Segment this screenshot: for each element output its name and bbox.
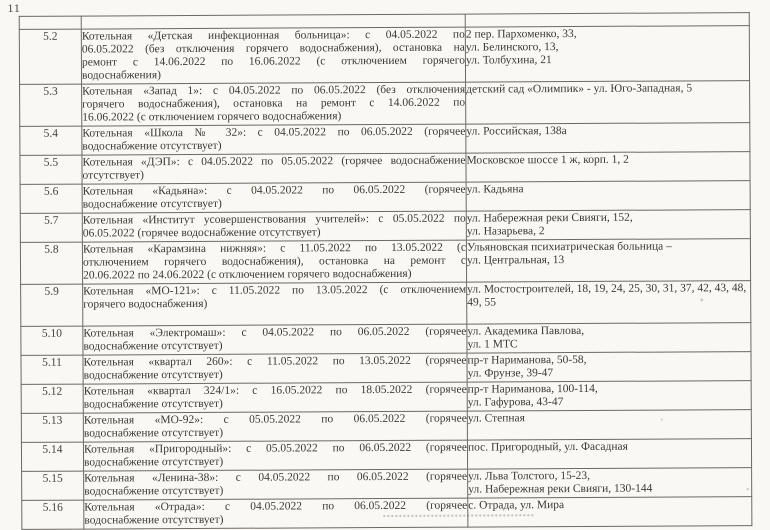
description-line: Котельная «Запад 1»: с 04.05.2022 по 06.05.2022 (без отключения (82, 83, 466, 98)
boiler-description-cell (83, 440, 467, 471)
boiler-description-cell (83, 282, 467, 326)
boiler-description-cell (81, 27, 465, 84)
table-row (20, 239, 750, 285)
row-number: 5.7 (20, 213, 82, 242)
row-number: 5.14 (21, 442, 83, 471)
address-line: ул. Набережная реки Свияги, 130-144 (468, 482, 653, 496)
description-line: Котельная «Институт усовершенствования учителей»: с 05.05.2022 по (82, 212, 466, 227)
description-line: водоснабжение отсутствует) (83, 426, 224, 440)
address-line: ул. 1 МТС (467, 338, 518, 351)
address-line: ул. Академика Павлова, (467, 324, 585, 338)
description-line: Котельная «МО-121»: с 11.05.2022 по 13.05.2022 (с отключением (83, 283, 467, 298)
table-row (22, 497, 752, 530)
description-line: отсутствует) (82, 169, 144, 182)
address-line: ул. Льва Толстого, 15-23, (468, 469, 591, 483)
description-line: Котельная «Электромаш»: с 04.05.2022 по 06.05.2022 (горячее (83, 325, 467, 340)
description-line: водоснабжение отсутствует) (84, 513, 224, 527)
row-number: 5.5 (20, 155, 82, 184)
description-line: горячего водоснабжения), остановка на ремонт с 14.06.2022 по (82, 96, 466, 111)
address-line: ул. Кадьяна (466, 183, 524, 196)
row-number: 5.11 (21, 355, 83, 384)
address-line: ул. Фрунзе, 39-47 (467, 367, 554, 380)
address-cell (466, 123, 750, 153)
row-number: 5.12 (21, 384, 83, 413)
address-line: ул. Набережная реки Свияги, 152, (466, 211, 633, 225)
description-line: ремонт с 14.06.2022 по 16.06.2022 (с отключением горячего (81, 54, 465, 69)
boiler-description-cell (84, 469, 468, 500)
table-row (21, 323, 751, 356)
description-line: водоснабжение отсутствует) (82, 139, 222, 153)
description-line: водоснабжение отсутствует) (83, 368, 223, 382)
address-line: ул. Назарьева, 2 (466, 225, 545, 238)
description-line: 20.06.2022 по 24.06.2022 (с отключением горячего водоснабжения) (83, 267, 412, 282)
description-line: водоснабжение отсутствует) (84, 484, 224, 498)
description-line: Котельная «Детская инфекционная больница»: с 04.05.2022 по (81, 28, 465, 43)
table-row (20, 152, 750, 185)
table-row (20, 210, 750, 243)
description-line: Котельная «Школа № 32»: с 04.05.2022 по 06.05.2022 (горячее (82, 125, 466, 140)
row-number: 5.10 (21, 326, 83, 355)
address-cell (466, 210, 750, 240)
description-line: водоснабжение отсутствует) (82, 197, 222, 211)
boiler-description-cell (82, 153, 466, 184)
boiler-description-cell (83, 324, 467, 355)
description-line: Котельная «Карамзина нижняя»: с 11.05.2022 по 13.05.2022 (с (82, 241, 466, 256)
address-cell (466, 181, 750, 211)
scan-speck (661, 419, 663, 421)
address-line: Ульяновская психиатрическая больница – (466, 240, 672, 254)
row-number: 5.2 (19, 29, 81, 84)
address-line: ул. Степная (467, 412, 525, 425)
address-cell (465, 26, 749, 82)
description-line: 16.06.2022 (с отключением горячего водоснабжения) (82, 110, 342, 124)
table-row (21, 352, 751, 385)
description-line: 06.05.2022 (без отключения горячего водоснабжения), остановка на (81, 41, 465, 56)
table-row (19, 26, 749, 85)
page-number: 11 (7, 2, 21, 15)
description-line: Котельная «МО-92»: с 05.05.2022 по 06.05.2022 (горячее (83, 412, 467, 427)
boiler-description-cell (82, 182, 466, 213)
description-line: водоснабжения) (81, 69, 161, 82)
address-line: с. Отрада, ул. Мира (468, 499, 565, 512)
description-line: 06.05.2022 (горячее водоснабжение отсутствует) (82, 226, 321, 240)
address-line: ул. Белинского, 13, (465, 41, 559, 54)
table-row (21, 410, 751, 443)
address-line: ул. Толбухина, 21 (465, 54, 552, 67)
address-line: ул. Гафурова, 43-47 (467, 396, 564, 409)
description-line: Котельная «ДЭП»: с 04.05.2022 по 05.05.2022 (горячее водоснабжение (82, 154, 466, 169)
address-line: Московское шоссе 1 ж, корп. 1, 2 (466, 153, 629, 167)
row-number: 5.15 (22, 471, 84, 500)
description-line: горячего водоснабжения) (83, 297, 208, 311)
description-line: водоснабжение отсутствует) (83, 397, 223, 411)
description-line: Котельная «Отрада»: с 04.05.2022 по 06.05.2022 (горячее (84, 499, 468, 514)
row-number: 5.8 (20, 242, 82, 284)
description-line: водоснабжение отсутствует) (84, 455, 224, 469)
table-row (21, 381, 751, 414)
description-line: Котельная «Ленина-38»: с 04.05.2022 по 06.05.2022 (горячее (84, 470, 468, 485)
address-cell (466, 81, 750, 124)
scan-speck (746, 488, 749, 490)
description-line: Котельная «квартал 260»: с 11.05.2022 по 13.05.2022 (горячее (83, 354, 467, 369)
address-cell (467, 352, 751, 382)
description-line: Котельная «Пригородный»: с 05.05.2022 по 06.05.2022 (горячее (83, 441, 468, 456)
empty-cell (19, 16, 81, 29)
description-line: Котельная «квартал 324/1»: с 16.05.2022 по 18.05.2022 (горячее (83, 383, 467, 398)
row-number: 5.9 (21, 284, 83, 326)
address-line: ул. Мостостроителей, 18, 19, 24, 25, 30, 31, 37, 42, 43, 48, 49, 55 (467, 282, 747, 309)
boiler-description-cell (83, 411, 467, 442)
address-cell (467, 439, 751, 469)
table-row (21, 281, 751, 327)
address-cell (466, 152, 750, 182)
address-cell (468, 468, 752, 498)
scan-speck (700, 298, 703, 301)
table-row (22, 468, 752, 501)
row-number: 5.13 (21, 413, 83, 442)
boiler-description-cell (82, 211, 466, 242)
address-cell (467, 410, 751, 440)
address-cell (467, 381, 751, 411)
address-line: 2 пер. Пархоменко, 33, (465, 27, 577, 41)
description-line: водоснабжение отсутствует) (83, 339, 223, 353)
row-number: 5.6 (20, 184, 82, 213)
address-line: ул. Центральная, 13 (466, 254, 565, 267)
address-line: ул. Российская, 138а (466, 125, 567, 138)
address-cell (467, 281, 751, 324)
table-row (20, 181, 750, 214)
address-cell (466, 239, 750, 282)
table-row (20, 81, 750, 127)
table-row (20, 123, 750, 156)
boiler-description-cell (82, 124, 466, 155)
address-cell (468, 497, 752, 527)
boiler-description-cell (82, 82, 466, 126)
table-row (21, 439, 751, 472)
address-line: пр-т Нариманова, 50-58, (467, 353, 587, 367)
address-line: детский сад «Олимпик» - ул. Юго-Западная, 5 (466, 82, 693, 96)
row-number: 5.3 (20, 84, 82, 126)
boiler-description-cell (83, 353, 467, 384)
boiler-description-cell (82, 240, 466, 284)
address-line: пр-т Нариманова, 100-114, (467, 382, 598, 396)
address-line: пос. Пригородный, ул. Фасадная (467, 440, 628, 454)
row-number: 5.16 (22, 500, 84, 529)
description-line: Котельная «Кадьяна»: с 04.05.2022 по 06.05.2022 (горячее (82, 183, 466, 198)
row-number: 5.4 (20, 126, 82, 155)
boiler-outage-schedule-table (19, 12, 753, 530)
boiler-description-cell (83, 382, 467, 413)
address-cell (467, 323, 751, 353)
boiler-description-cell (84, 498, 468, 529)
description-line: отключением горячего водоснабжения), остановка на ремонт с (82, 254, 467, 269)
